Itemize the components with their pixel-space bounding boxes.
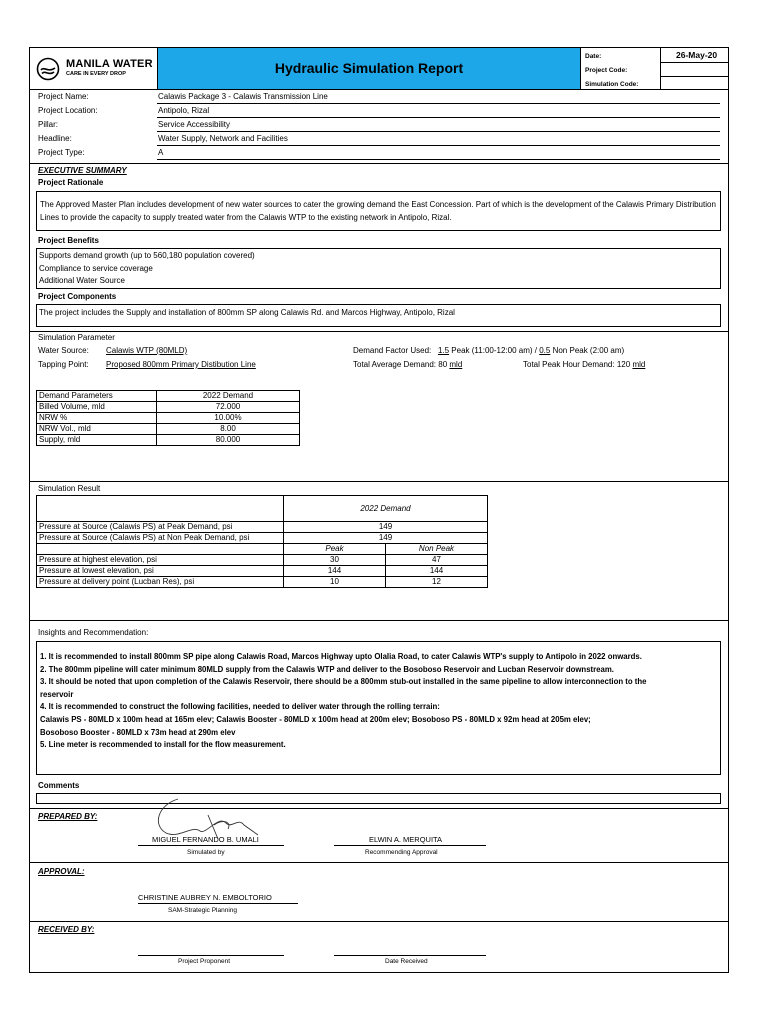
water-source-value: Calawis WTP (80MLD) [106,346,188,355]
total-avg-label: Total Average Demand: [353,360,437,369]
table-cell: NRW % [37,413,157,424]
project-name-label: Project Name: [38,92,89,101]
rationale-heading: Project Rationale [38,178,104,187]
table-row [37,533,488,544]
tapping-point-value: Proposed 800mm Primary Distibution Line [106,360,256,369]
prepared-role-1: Simulated by [187,849,225,856]
water-source-label: Water Source: [38,346,89,355]
pillar-label: Pillar: [38,120,59,129]
rationale-box [36,191,721,231]
total-peak-demand [523,360,645,369]
table-cell: Pressure at Source (Calawis PS) at Non Peak Demand, psi [37,533,284,544]
peak-header: Peak [284,544,386,555]
nonpeak-text: Non Peak (2:00 am) [552,346,625,355]
demand-year-header: 2022 Demand [284,496,488,522]
title-bar [157,48,581,89]
project-type-label: Project Type: [38,148,85,157]
insight-line: 5. Line meter is recommended to install for the flow measurement. [40,740,286,750]
project-location-label: Project Location: [38,106,98,115]
total-peak-unit: mld [632,360,646,369]
prepared-role-2: Recommending Approval [365,849,438,856]
table-row [37,424,300,435]
insight-line: Calawis PS - 80MLD x 100m head at 165m elev; Calawis Booster - 80MLD x 100m head at 200m elev; Bosoboso PS - 80MLD x 92m head at 205m elev; [40,714,591,724]
table-header-row [37,391,300,402]
project-type-value: A [158,148,164,157]
insight-line: 3. It should be noted that upon completion of the Calawis Reservoir, there should be a 800mm stub-out installed in the same pipeline to allow interconnection to the [40,677,647,687]
insight-line: 4. It is recommended to construct the following facilities, needed to deliver water through the rolling terrain: [40,702,440,712]
table-row [37,435,300,446]
benefit-item: Additional Water Source [39,276,125,285]
total-avg-value: 80 [438,360,448,369]
project-code-label: Project Code: [585,67,628,74]
table-cell: Pressure at Source (Calawis PS) at Peak Demand, psi [37,522,284,533]
table-header: Demand Parameters [37,391,157,402]
table-cell: Supply, mld [37,435,157,446]
components-heading: Project Components [38,292,117,301]
approval-heading: APPROVAL: [38,867,85,876]
received-by-heading: RECEIVED BY: [38,925,95,934]
total-peak-value: 120 [616,360,631,369]
table-row [37,577,488,588]
peak-text: Peak (11:00-12:00 am) / [451,346,537,355]
received-role-2: Date Received [385,958,428,965]
table-cell: 72.000 [157,402,300,413]
prepared-by-heading: PREPARED BY: [38,812,98,821]
total-peak-label: Total Peak Hour Demand: [523,360,615,369]
page-title: Hydraulic Simulation Report [274,60,464,76]
table-cell: NRW Vol., mld [37,424,157,435]
date-label: Date: [585,53,602,60]
insight-line: 2. The 800mm pipeline will cater minimum 80MLD supply from the Calawis WTP and deliver to the Bosoboso Reservoir and Lucban Reservoir downstream. [40,664,614,674]
table-row [37,555,488,566]
project-location-value: Antipolo, Rizal [158,106,210,115]
components-text: The project includes the Supply and installation of 800mm SP along Calawis Rd. and Marcos Highway, Antipolo, Rizal [39,308,455,317]
headline-value: Water Supply, Network and Facilities [158,134,288,143]
received-role-1: Project Proponent [178,958,231,965]
table-cell: 10.00% [157,413,300,424]
simulation-result-heading: Simulation Result [38,484,101,493]
table-cell: Pressure at delivery point (Lucban Res), psi [37,577,284,588]
peak-factor: 1.5 [437,346,450,355]
logo-tagline: CARE IN EVERY DROP [66,71,126,77]
water-drop-logo-icon [36,57,60,81]
table-cell: 12 [386,577,488,588]
table-header: 2022 Demand [157,391,300,402]
rationale-text: The Approved Master Plan includes development of new water sources to cater the growing demand the East Concession. Part of which is the development of the Calawis Primary Distribution Lines to provide the capacity to supply treated water from the Calawis WTP to the existing network in Antipolo, Rizal. [40,200,716,222]
approval-name: CHRISTINE AUBREY N. EMBOLTORIO [138,893,272,902]
table-cell: 149 [284,522,488,533]
total-avg-unit: mld [449,360,463,369]
table-row [37,402,300,413]
table-cell: 10 [284,577,386,588]
demand-table [36,390,300,446]
table-cell [37,496,284,522]
total-average-demand [353,360,462,369]
table-cell: 144 [386,566,488,577]
simulation-parameter-heading: Simulation Parameter [38,333,115,342]
table-cell [37,544,284,555]
benefit-item: Supports demand growth (up to 560,180 population covered) [39,251,255,260]
table-cell: Pressure at highest elevation, psi [37,555,284,566]
insights-heading: Insights and Recommendation: [38,628,149,637]
logo [36,54,154,84]
table-cell: 47 [386,555,488,566]
comments-field[interactable] [36,793,721,804]
approval-role: SAM-Strategic Planning [168,907,238,914]
nonpeak-factor: 0.5 [539,346,551,355]
benefits-box [36,248,721,289]
tapping-point-label: Tapping Point: [38,360,89,369]
prepared-name-2: ELWIN A. MERQUITA [369,835,443,844]
table-cell: 80.000 [157,435,300,446]
table-cell: 144 [284,566,386,577]
insights-box [36,641,721,775]
table-row [37,413,300,424]
logo-name: MANILA WATER [66,58,153,70]
pillar-value: Service Accessibility [158,120,231,129]
table-header-row [37,496,488,522]
headline-label: Headline: [38,134,72,143]
components-box [36,304,721,327]
table-row [37,566,488,577]
table-cell: 30 [284,555,386,566]
benefit-item: Compliance to service coverage [39,263,153,273]
project-name-value: Calawis Package 3 - Calawis Transmission Line [158,92,328,101]
table-subheader-row [37,544,488,555]
nonpeak-header: Non Peak [386,544,488,555]
table-row [37,522,488,533]
executive-summary-heading: EXECUTIVE SUMMARY [38,166,127,175]
demand-factor [353,346,624,355]
result-table [36,495,488,588]
comments-heading: Comments [38,781,80,790]
benefits-heading: Project Benefits [38,236,99,245]
table-cell: 8.00 [157,424,300,435]
simulation-code-label: Simulation Code: [585,81,639,88]
insight-line: reservoir [40,689,74,699]
date-value: 26-May-20 [676,50,718,60]
table-cell: Pressure at lowest elevation, psi [37,566,284,577]
prepared-name-1: MIGUEL FERNANDO B. UMALI [152,835,259,844]
insight-line: 1. It is recommended to install 800mm SP pipe along Calawis Road, Marcos Highway upto Olalia Road, to cater Calawis WTP's supply to Antipolo in 2022 onwards. [40,652,642,661]
insight-line: Bosoboso Booster - 80MLD x 73m head at 290m elev [40,727,236,737]
table-cell: 149 [284,533,488,544]
table-cell: Billed Volume, mld [37,402,157,413]
demand-factor-label: Demand Factor Used: [353,346,432,355]
